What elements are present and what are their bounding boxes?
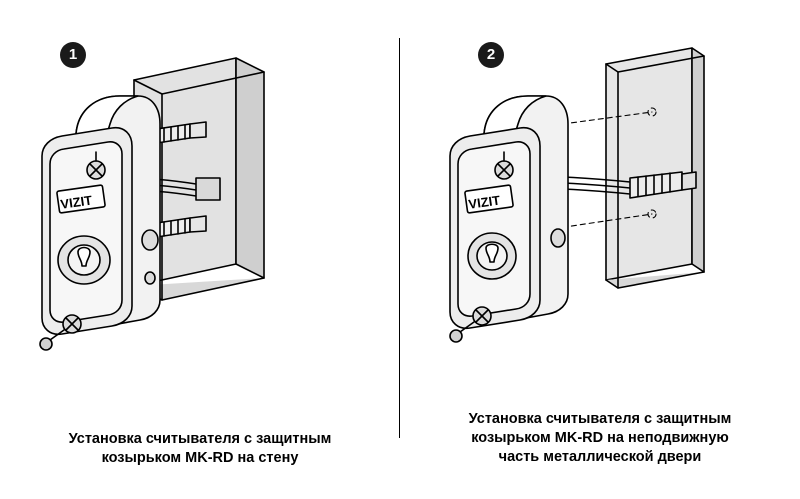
svg-text:VIZIT: VIZIT [467,192,502,212]
key-reader-zone [58,236,110,284]
caption-line: козырьком MK-RD на неподвижную [471,430,729,446]
metal-door-panel [606,48,704,288]
panel-step-2 [400,0,800,499]
caption-line: часть металлической двери [498,449,702,465]
svg-text:VIZIT: VIZIT [59,192,94,212]
step-badge-1: 1 [60,42,86,68]
reader-device [40,96,160,350]
illustration-step-2 [400,38,800,368]
caption-line: Установка считывателя с защитным [68,431,332,447]
caption-line: козырьком MK-RD на стену [101,450,299,466]
key-reader-zone [468,233,516,279]
caption-step-2 [420,410,780,467]
caption-step-1 [20,430,380,468]
caption-line: Установка считывателя с защитным [468,411,732,427]
step-badge-2: 2 [478,42,504,68]
illustration-step-1 [0,38,400,368]
reader-device [450,96,568,342]
